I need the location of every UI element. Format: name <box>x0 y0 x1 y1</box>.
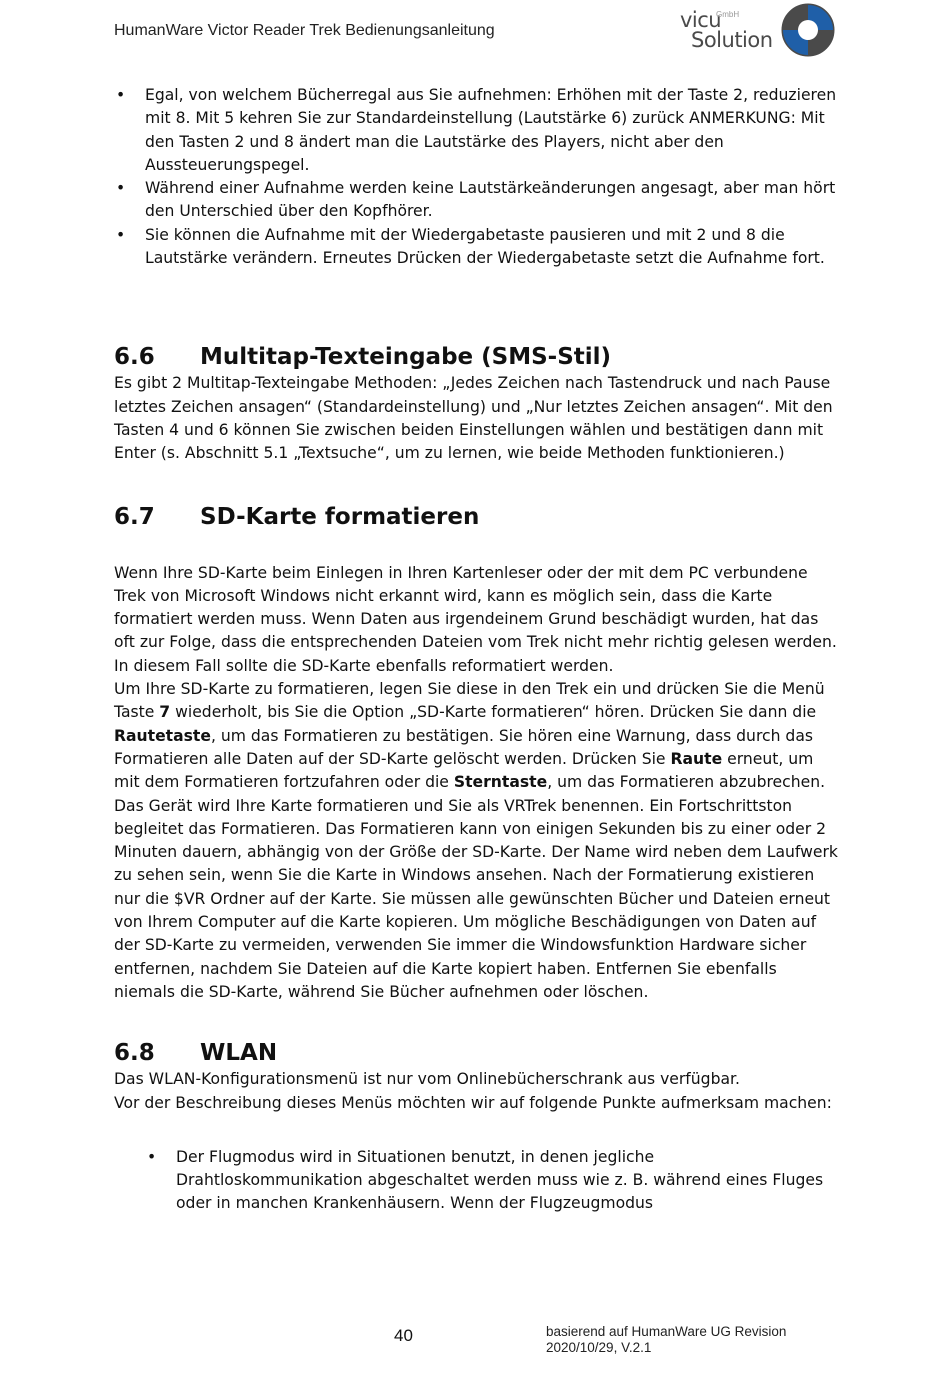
text-run: Um Ihre SD-Karte zu formatieren, legen Sie diese in den Trek ein und drücken Sie die Menü Taste <box>114 680 825 722</box>
document-header-title: HumanWare Victor Reader Trek Bedienungsanleitung <box>114 22 495 39</box>
paragraph-wlan-availability: Das WLAN-Konfigurationsmenü ist nur vom Onlinebücherschrank aus verfügbar. <box>114 1070 740 1089</box>
text-run: erneut, um mit dem Formatieren fortzufahren oder die <box>114 749 814 792</box>
logo-text-small: GmbH <box>716 10 740 19</box>
list-item: • Der Flugmodus wird in Situationen benutzt, in denen jegliche Drahtloskommunikation abgeschaltet werden muss wie z. B. während eines Fluges oder in manchen Krankenhäusern. Wenn der Flugzeugmodus <box>145 1146 838 1216</box>
section-heading-6-8 <box>114 1038 838 1068</box>
footer-line: 2020/10/29, V.2.1 <box>546 1340 652 1355</box>
visusolution-logo <box>680 2 840 58</box>
section-heading-6-7 <box>114 502 838 532</box>
section-number: 6.6 <box>114 344 155 371</box>
footer-revision-note <box>546 1324 786 1356</box>
bullet-list-recording <box>114 84 838 270</box>
text-run: wiederholt, bis Sie die Option „SD-Karte formatieren“ hören. Drücken Sie dann die <box>170 703 817 722</box>
key-name-7: 7 <box>159 703 171 722</box>
section-heading-6-6 <box>114 342 838 372</box>
paragraph-sd-card-intro: Wenn Ihre SD-Karte beim Einlegen in Ihren Kartenleser oder der mit dem PC verbundene Trek von Microsoft Windows nicht erkannt wird, kann es möglich sein, dass die Karte formatiert werden muss. Wenn Daten aus irgendeinem Grund beschädigt wurden, hat das oft zur Folge, dass die entsprechenden Dateien vom Trek nicht mehr richtig gelesen werden. In diesem Fall sollte die SD-Karte ebenfalls reformatiert werden. <box>114 563 837 675</box>
logo-text-bottom: Solution <box>691 28 773 52</box>
footer-line: basierend auf HumanWare UG Revision <box>546 1324 787 1339</box>
key-name-sterntaste: Sterntaste <box>453 773 548 792</box>
bullet-list-wlan <box>114 1146 838 1216</box>
list-item: • Egal, von welchem Bücherregal aus Sie aufnehmen: Erhöhen mit der Taste 2, reduzieren mit 8. Mit 5 kehren Sie zur Standardeinstellung (Lautstärke 6) zurück ANMERKUNG: Mit den Tasten 2 und 8 ändert man die Lautstärke des Players, nicht aber den Aussteuerungspegel. <box>114 84 838 177</box>
paragraph-wlan-intro: Vor der Beschreibung dieses Menüs möchten wir auf folgende Punkte aufmerksam machen: <box>114 1093 832 1112</box>
key-name-raute: Raute <box>670 749 723 768</box>
page-number: 40 <box>394 1326 413 1345</box>
section-number: 6.7 <box>114 503 155 530</box>
section-title: Multitap-Texteingabe (SMS-Stil) <box>200 344 612 371</box>
paragraph-multitap: Es gibt 2 Multitap-Texteingabe Methoden: „Jedes Zeichen nach Tastendruck und nach Pause letztes Zeichen ansagen“ (Standardeinstellung) und „Nur letztes Zeichen ansagen“. Mit den Tasten 4 und 6 können Sie zwischen beiden Einstellungen wählen und bestätigen dann mit Enter (s. Abschnitt 5.1 „Textsuche“, um zu lernen, wie beide Methoden funktionieren.) <box>114 374 833 463</box>
section-title: SD-Karte formatieren <box>200 503 480 530</box>
section-title: WLAN <box>200 1040 278 1067</box>
aperture-icon <box>780 2 836 58</box>
paragraph-sd-card-format <box>114 678 838 1004</box>
logo-text-top: vicu <box>680 8 722 32</box>
text-run: , um das Formatieren zu bestätigen. Sie hören eine Warnung, dass durch das Formatieren alle Daten auf der SD-Karte gelöscht werden. Drücken Sie <box>114 726 814 768</box>
section-number: 6.8 <box>114 1040 155 1067</box>
list-item: • Während einer Aufnahme werden keine Lautstärkeänderungen angesagt, aber man hört den Unterschied über den Kopfhörer. <box>114 177 838 224</box>
page-content <box>114 84 838 1216</box>
list-item: • Sie können die Aufnahme mit der Wiedergabetaste pausieren und mit 2 und 8 die Lautstärke verändern. Erneutes Drücken der Wiedergabetaste setzt die Aufnahme fort. <box>114 224 838 271</box>
text-run: , um das Formatieren abzubrechen. Das Gerät wird Ihre Karte formatieren und Sie als VRTrek benennen. Ein Fortschrittston begleitet das Formatieren. Das Formatieren kann von einigen Sekunden bis zu einer oder 2 Minuten dauern, abhängig von der Größe der SD-Karte. Der Name wird neben dem Laufwerk zu sehen sein, wenn Sie die Karte in Windows ansehen. Nach der Formatierung existieren nur die $VR Ordner auf der Karte. Sie müssen alle gewünschten Bücher und Dateien erneut von Ihrem Computer auf die Karte kopieren. Um mögliche Beschädigungen von Daten auf der SD-Karte zu vermeiden, verwenden Sie immer die Windowsfunktion Hardware sicher entfernen, nachdem Sie Dateien auf die Karte kopiert haben. Entfernen Sie ebenfalls niemals die SD-Karte, während Sie Bücher aufnehmen oder löschen. <box>114 773 838 1001</box>
key-name-rautetaste: Rautetaste <box>114 726 211 745</box>
